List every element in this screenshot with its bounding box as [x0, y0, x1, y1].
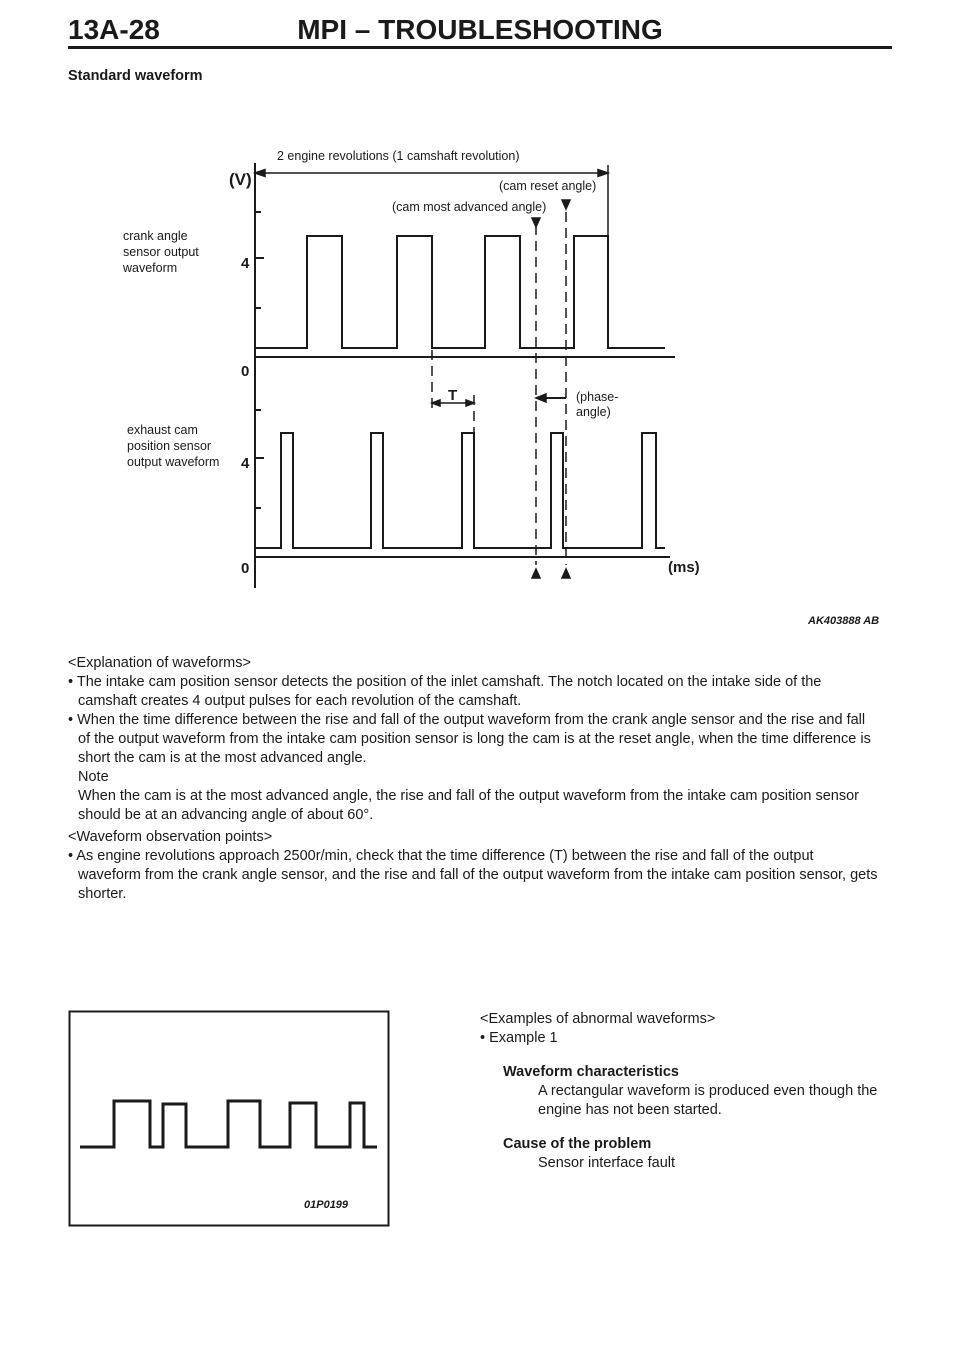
cause-text: Sensor interface fault [538, 1155, 676, 1171]
abnormal-waveform-figure [68, 1010, 392, 1230]
explanation-section [68, 654, 898, 825]
characteristics-line-2: engine has not been started. [538, 1102, 722, 1118]
explanation-bullet-1-line-2: camshaft creates 4 output pulses for each revolution of the camshaft. [78, 693, 522, 709]
tick-4-bottom: 4 [241, 455, 250, 472]
observation-heading: <Waveform observation points> [68, 829, 273, 845]
marker-reset-top [562, 200, 570, 209]
cause-label: Cause of the problem [503, 1136, 652, 1152]
y-unit-label: (V) [229, 170, 252, 189]
standard-waveform-diagram [0, 0, 960, 640]
figure-id: AK403888 AB [808, 615, 880, 627]
explanation-bullet-2-line-1: • When the time difference between the rise and fall of the output waveform from the crank angle sensor and the rise and fall [68, 712, 866, 728]
page-title: MPI – TROUBLESHOOTING [297, 14, 663, 45]
explanation-bullet-2-line-3: short the cam is at the most advanced angle. [78, 750, 367, 766]
exhaust-label-2: position sensor [127, 439, 212, 453]
phase-label-1: (phase- [576, 390, 619, 404]
tick-0-top: 0 [241, 363, 250, 380]
marker-reset-bottom [562, 569, 570, 578]
explanation-bullet-1-line-1: • The intake cam position sensor detects the position of the inlet camshaft. The notch located on the intake side of the [68, 674, 822, 690]
exhaust-label-3: output waveform [127, 455, 220, 469]
explanation-heading: <Explanation of waveforms> [68, 655, 251, 671]
crank-label-3: waveform [123, 261, 178, 275]
observation-line-2: waveform from the crank angle sensor, and the rise and fall of the output waveform from the intake cam position sensor, gets [78, 867, 878, 883]
characteristics-line-1: A rectangular waveform is produced even though the [538, 1083, 878, 1099]
abnormal-heading: <Examples of abnormal waveforms> [480, 1011, 716, 1027]
note-line-2: should be at an advancing angle of about 60°. [78, 807, 374, 823]
section-title: Standard waveform [68, 68, 203, 84]
abnormal-figure-id: 01P0199 [304, 1199, 349, 1211]
note-line-1: When the cam is at the most advanced angle, the rise and fall of the output waveform from the intake cam position sensor [78, 788, 859, 804]
observation-line-1: • As engine revolutions approach 2500r/min, check that the time difference (T) between the rise and fall of the output [68, 848, 814, 864]
explanation-bullet-2-line-2: of the output waveform from the intake cam position sensor is long the cam is at the reset angle, when the time difference is [78, 731, 871, 747]
cam-advanced-label: (cam most advanced angle) [392, 200, 547, 214]
characteristics-label: Waveform characteristics [503, 1064, 679, 1080]
note-label: Note [78, 769, 109, 785]
observation-line-3: shorter. [78, 886, 127, 902]
abnormal-waveform [80, 1101, 377, 1147]
revolution-label: 2 engine revolutions (1 camshaft revolution) [277, 149, 520, 163]
tick-4-top: 4 [241, 255, 250, 272]
page-code: 13A-28 [68, 14, 160, 45]
abnormal-section [480, 1010, 900, 1173]
observation-section [68, 828, 898, 904]
marker-advanced-top [532, 218, 540, 227]
crank-label-2: sensor output [123, 245, 199, 259]
phase-label-2: angle) [576, 405, 611, 419]
cam-reset-label: (cam reset angle) [499, 179, 597, 193]
t-label: T [448, 387, 458, 404]
exhaust-label-1: exhaust cam [127, 423, 198, 437]
tick-0-bottom: 0 [241, 560, 250, 577]
exhaust-waveform [255, 433, 665, 548]
crank-waveform [255, 236, 665, 348]
crank-label-1: crank angle [123, 229, 188, 243]
marker-advanced-bottom [532, 569, 540, 578]
example-label: • Example 1 [480, 1030, 558, 1046]
x-unit-label: (ms) [668, 559, 700, 576]
